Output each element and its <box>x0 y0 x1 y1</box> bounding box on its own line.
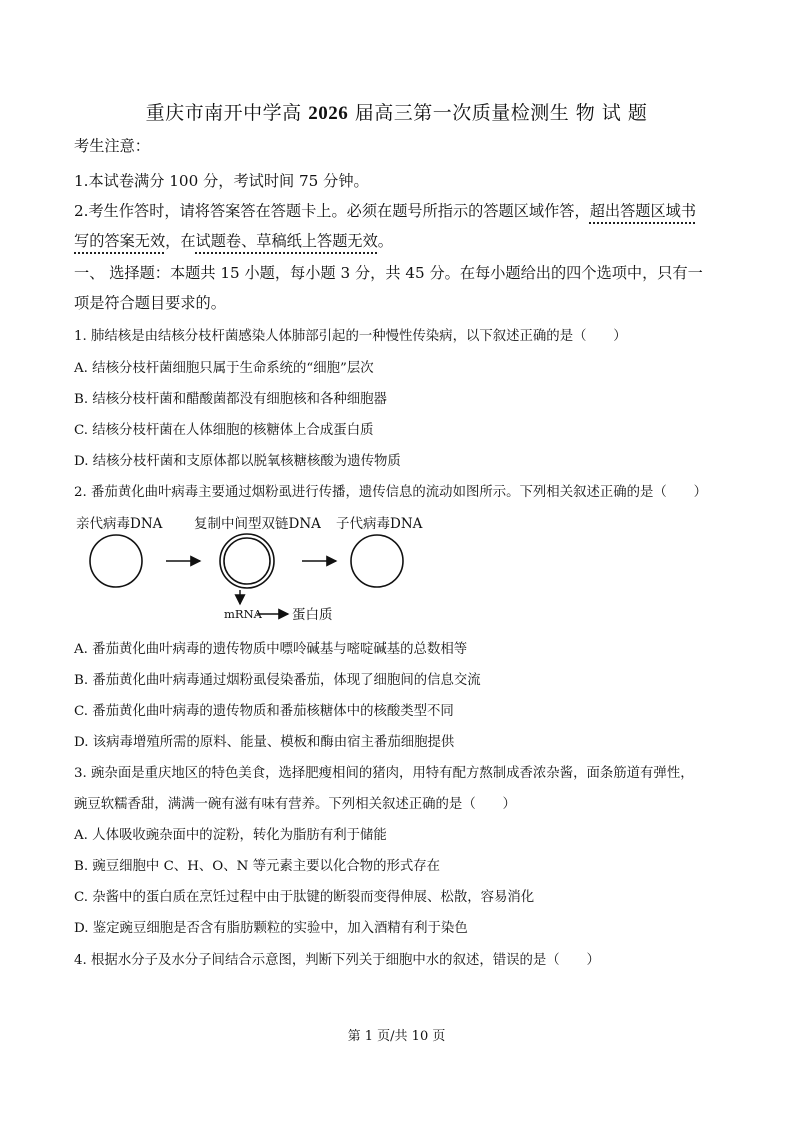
label-mrna: mRNA <box>224 607 262 621</box>
notice-item-2-line-1 <box>74 200 696 221</box>
question-1-stem: 1. 肺结核是由结核分枝杆菌感染人体肺部引起的一种慢性传染病，以下叙述正确的是（ ） <box>74 329 627 344</box>
question-1-option-d: D. 结核分枝杆菌和支原体都以脱氧核糖核酸为遗传物质 <box>74 454 401 469</box>
question-3-stem-line-1: 3. 豌杂面是重庆地区的特色美食，选择肥瘦相间的猪肉，用特有配方熬制成香浓杂酱，面条筋道有弹性， <box>74 766 694 781</box>
question-1-option-b: B. 结核分枝杆菌和醋酸菌都没有细胞核和各种细胞器 <box>74 392 387 407</box>
emphasized-text: 超出答题区域书 <box>589 202 696 220</box>
notice-text: 2.考生作答时，请将答案答在答题卡上。必须在题号所指示的答题区域作答， <box>74 202 590 220</box>
label-child-dna: 子代病毒DNA <box>336 516 423 532</box>
question-3-option-d: D. 鉴定豌豆细胞是否含有脂肪颗粒的实验中，加入酒精有利于染色 <box>74 921 468 936</box>
dna-flow-diagram <box>70 508 440 630</box>
label-protein: 蛋白质 <box>292 607 333 623</box>
question-3-option-b: B. 豌豆细胞中 C、H、O、N 等元素主要以化合物的形式存在 <box>74 859 441 874</box>
question-3-stem-line-2: 豌豆软糯香甜，满满一碗有滋有味有营养。下列相关叙述正确的是（ ） <box>74 797 516 812</box>
question-4-stem: 4. 根据水分子及水分子间结合示意图，判断下列关于细胞中水的叙述，错误的是（ ） <box>74 953 600 968</box>
section-heading-line-2: 项是符合题目要求的。 <box>74 294 226 312</box>
title-year: 2026 <box>308 103 349 124</box>
question-2-option-a: A. 番茄黄化曲叶病毒的遗传物质中嘌呤碱基与嘧啶碱基的总数相等 <box>74 642 468 657</box>
intermediate-dna-outer-circle <box>220 534 274 588</box>
title-prefix: 重庆市南开中学高 <box>145 102 309 124</box>
notice-text: ，在 <box>165 232 196 250</box>
parent-dna-circle <box>90 535 142 587</box>
child-dna-circle <box>351 535 403 587</box>
label-parent-dna: 亲代病毒DNA <box>76 516 163 532</box>
notice-item-1: 1.本试卷满分 100 分，考试时间 75 分钟。 <box>74 172 369 190</box>
question-2-option-b: B. 番茄黄化曲叶病毒通过烟粉虱侵染番茄，体现了细胞间的信息交流 <box>74 673 481 688</box>
question-3-option-c: C. 杂酱中的蛋白质在烹饪过程中由于肽键的断裂而变得伸展、松散，容易消化 <box>74 890 535 905</box>
page-title <box>0 98 793 125</box>
intermediate-dna-inner-circle <box>224 538 270 584</box>
notice-text: 。 <box>377 232 393 250</box>
page-number: 第 1 页/共 10 页 <box>347 1029 446 1044</box>
question-2-stem: 2. 番茄黄化曲叶病毒主要通过烟粉虱进行传播，遗传信息的流动如图所示。下列相关叙述正确的是（ ） <box>74 485 707 500</box>
question-1-option-c: C. 结核分枝杆菌在人体细胞的核糖体上合成蛋白质 <box>74 423 374 438</box>
section-heading-line-1: 一、 选择题：本题共 15 小题，每小题 3 分，共 45 分。在每小题给出的四个选项中，只有一 <box>74 264 703 282</box>
label-intermediate-dna: 复制中间型双链DNA <box>194 516 321 532</box>
notice-heading: 考生注意： <box>74 137 150 155</box>
emphasized-text: 试题卷、草稿纸上答题无效 <box>195 232 378 250</box>
question-1-option-a: A. 结核分枝杆菌细胞只属于生命系统的“细胞”层次 <box>74 361 374 376</box>
question-2-option-c: C. 番茄黄化曲叶病毒的遗传物质和番茄核糖体中的核酸类型不同 <box>74 704 454 719</box>
notice-item-2-line-2 <box>74 230 393 251</box>
question-2-option-d: D. 该病毒增殖所需的原料、能量、模板和酶由宿主番茄细胞提供 <box>74 735 455 750</box>
emphasized-text: 写的答案无效 <box>74 232 166 250</box>
title-suffix: 届高三第一次质量检测生 物 试 题 <box>348 102 648 124</box>
question-3-option-a: A. 人体吸收豌杂面中的淀粉，转化为脂肪有利于储能 <box>74 828 387 843</box>
